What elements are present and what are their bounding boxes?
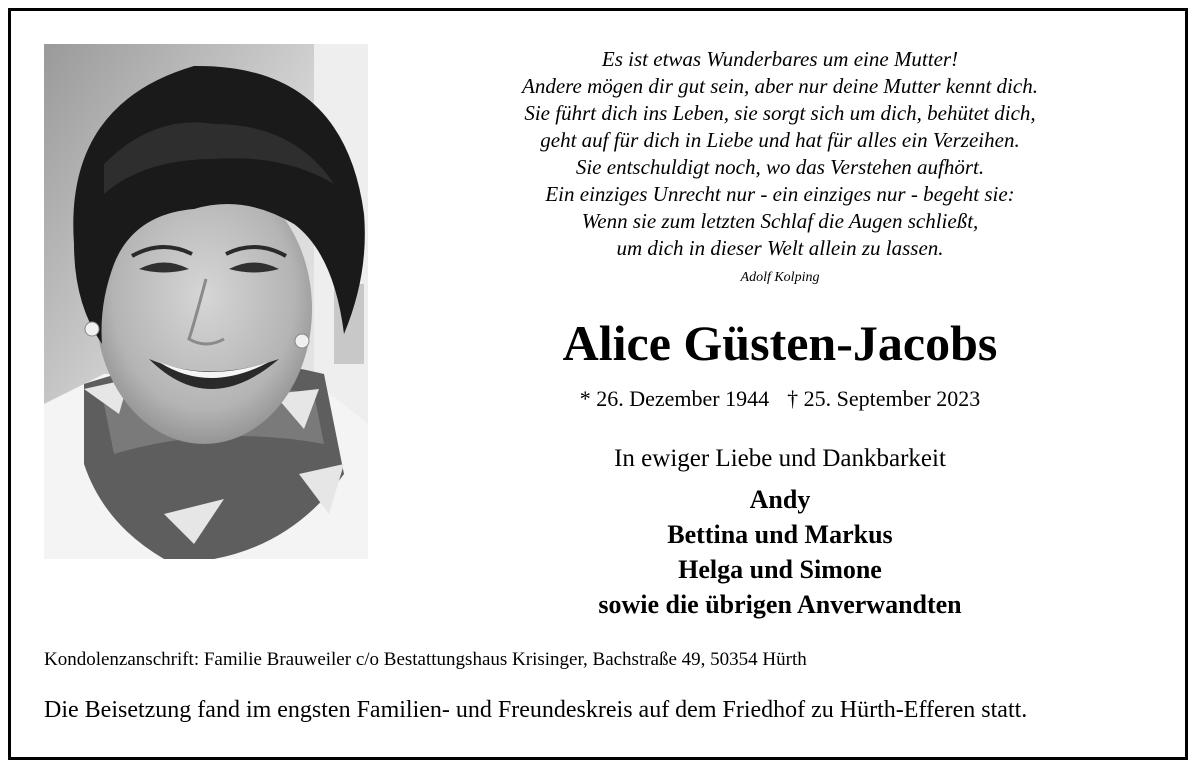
poem-line: Sie entschuldigt noch, wo das Verstehen aufhört. — [575, 155, 985, 179]
poem-line: um dich in dieser Welt allein zu lassen. — [616, 236, 944, 260]
poem-line: Wenn sie zum letzten Schlaf die Augen schließt, — [581, 209, 979, 233]
mourner: sowie die übrigen Anverwandten — [598, 590, 962, 619]
life-dates — [400, 386, 1160, 412]
deceased-name: Alice Güsten-Jacobs — [562, 315, 998, 371]
poem-line: Andere mögen dir gut sein, aber nur deine Mutter kennt dich. — [522, 74, 1038, 98]
birth-date: * 26. Dezember 1944 — [579, 386, 770, 411]
mourner: Bettina und Markus — [667, 520, 893, 549]
condolence-address: Kondolenzanschrift: Familie Brauweiler c/o Bestattungshaus Krisinger, Bachstraße 49, 50354 Hürth — [44, 649, 807, 670]
poem-author: Adolf Kolping — [740, 270, 820, 285]
dedication: In ewiger Liebe und Dankbarkeit — [614, 445, 946, 472]
mourner: Andy — [749, 485, 811, 514]
mourner: Helga und Simone — [678, 555, 882, 584]
poem-line: Es ist etwas Wunderbares um eine Mutter! — [601, 47, 959, 71]
burial-notice: Die Beisetzung fand im engsten Familien- und Freundeskreis auf dem Friedhof zu Hürth-Efferen statt. — [44, 697, 1028, 723]
portrait-photo — [44, 44, 368, 559]
death-date: † 25. September 2023 — [787, 386, 981, 411]
mourners-list — [400, 482, 1160, 622]
poem — [400, 46, 1160, 262]
poem-line: Ein einziges Unrecht nur - ein einziges nur - begeht sie: — [545, 182, 1015, 206]
poem-line: Sie führt dich ins Leben, sie sorgt sich um dich, behütet dich, — [524, 101, 1036, 125]
poem-line: geht auf für dich in Liebe und hat für alles ein Verzeihen. — [540, 128, 1020, 152]
